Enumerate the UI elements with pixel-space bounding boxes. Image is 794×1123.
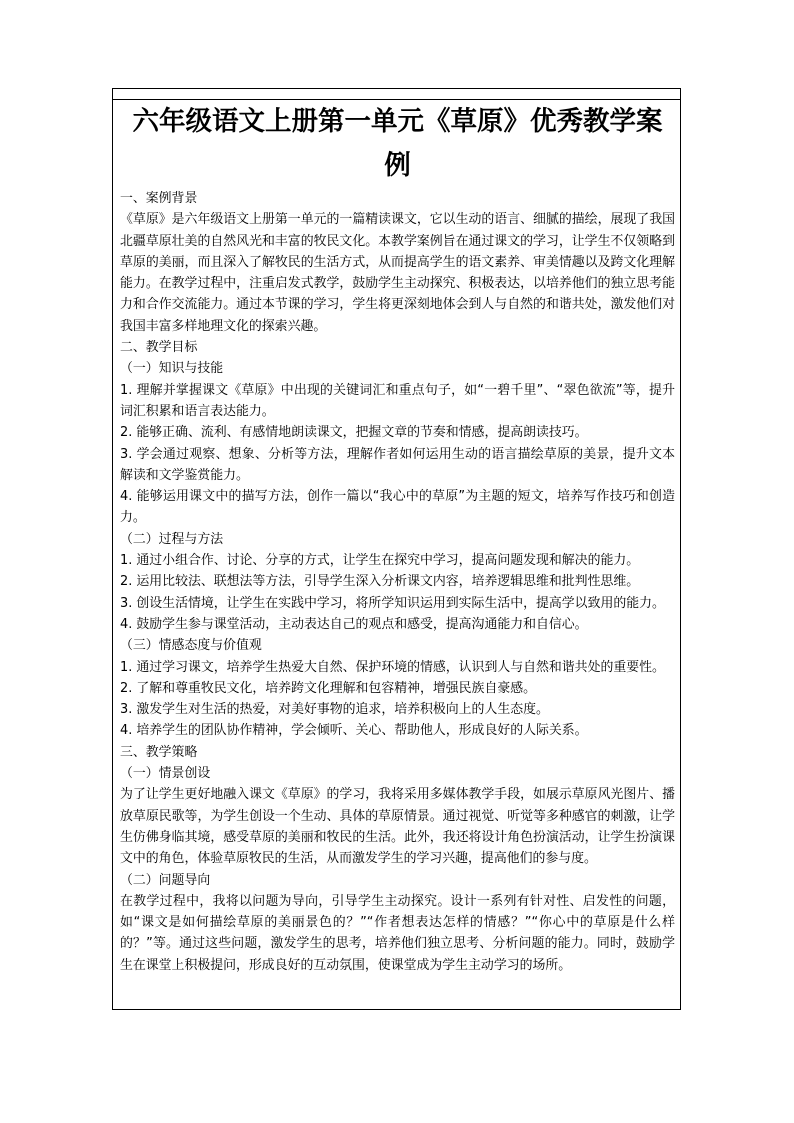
list-item: 1. 通过学习课文，培养学生热爱大自然、保护环境的情感，认识到人与自然和谐共处的重要性。: [120, 659, 665, 675]
subsection-heading: （一）情景创设: [120, 766, 211, 782]
list-item: 2. 能够正确、流利、有感情地朗读课文，把握文章的节奏和情感，提高朗读技巧。: [120, 425, 588, 441]
list-item: 4. 鼓励学生参与课堂活动，主动表达自己的观点和感受，提高沟通能力和自信心。: [120, 616, 588, 632]
list-item: 2. 了解和尊重牧民文化，培养跨文化理解和包容精神，增强民族自豪感。: [120, 680, 537, 696]
list-item: 2. 运用比较法、联想法等方法，引导学生深入分析课文内容，培养逻辑思维和批判性思维。: [120, 574, 640, 590]
list-item: 3. 创设生活情境，让学生在实践中学习，将所学知识运用到实际生活中，提高学以致用的能力。: [120, 595, 665, 611]
subsection-heading: （二）过程与方法: [120, 531, 224, 547]
document-title: 六年级语文上册第一单元《草原》优秀教学案例: [132, 106, 663, 181]
subsection-heading: （一）知识与技能: [120, 361, 224, 377]
list-item: 1. 通过小组合作、讨论、分享的方式，让学生在探究中学习，提高问题发现和解决的能力。: [120, 553, 640, 569]
list-item: 3. 激发学生对生活的热爱，对美好事物的追求，培养积极向上的人生态度。: [120, 702, 549, 718]
document-body: [113, 99, 680, 1009]
section-heading: 二、教学目标: [120, 340, 198, 356]
paragraph: 在教学过程中，我将以问题为导向，引导学生主动探究。设计一系列有针对性、启发性的问题，如“课文是如何描绘草原的美丽景色的？”“作者想表达怎样的情感？”“你心中的草原是什么样的？”等。通过这些问题，激发学生的思考，培养他们独立思考、分析问题的能力。同时，鼓励学生在课堂上积极提问，形成良好的互动氛围，使课堂成为学生主动学习的场所。: [120, 893, 675, 973]
section-heading: 三、教学策略: [120, 744, 198, 760]
list-item: 3. 学会通过观察、想象、分析等方法，理解作者如何运用生动的语言描绘草原的美景，提升文本解读和文学鉴赏能力。: [120, 446, 675, 483]
list-item: 1. 理解并掌握课文《草原》中出现的关键词汇和重点句子，如“一碧千里”、“翠色欲流”等，提升词汇积累和语言表达能力。: [120, 382, 675, 419]
paragraph: 为了让学生更好地融入课文《草原》的学习，我将采用多媒体教学手段，如展示草原风光图片、播放草原民歌等，为学生创设一个生动、具体的草原情景。通过视觉、听觉等多种感官的刺激，让学生仿佛身临其境，感受草原的美丽和牧民的生活。此外，我还将设计角色扮演活动，让学生扮演课文中的角色，体验草原牧民的生活，从而激发学生的学习兴趣，提高他们的参与度。: [120, 787, 675, 867]
subsection-heading: （二）问题导向: [120, 872, 211, 888]
section-heading: 一、案例背景: [120, 191, 198, 206]
document-frame: [112, 88, 681, 1010]
list-item: 4. 能够运用课文中的描写方法，创作一篇以“我心中的草原”为主题的短文，培养写作技巧和创造力。: [120, 489, 675, 526]
subsection-heading: （三）情感态度与价值观: [120, 638, 262, 654]
paragraph: 《草原》是六年级语文上册第一单元的一篇精读课文，它以生动的语言、细腻的描绘，展现了我国北疆草原壮美的自然风光和丰富的牧民文化。本教学案例旨在通过课文的学习，让学生不仅领略到草原的美丽，而且深入了解牧民的生活方式，从而提高学生的语文素养、审美情趣以及跨文化理解能力。在教学过程中，注重启发式教学，鼓励学生主动探究、积极表达，以培养他们的独立思考能力和合作交流能力。通过本节课的学习，学生将更深刻地体会到人与自然的和谐共处，激发他们对我国丰富多样地理文化的探索兴趣。: [120, 212, 675, 334]
list-item: 4. 培养学生的团队协作精神，学会倾听、关心、帮助他人，形成良好的人际关系。: [120, 723, 588, 739]
